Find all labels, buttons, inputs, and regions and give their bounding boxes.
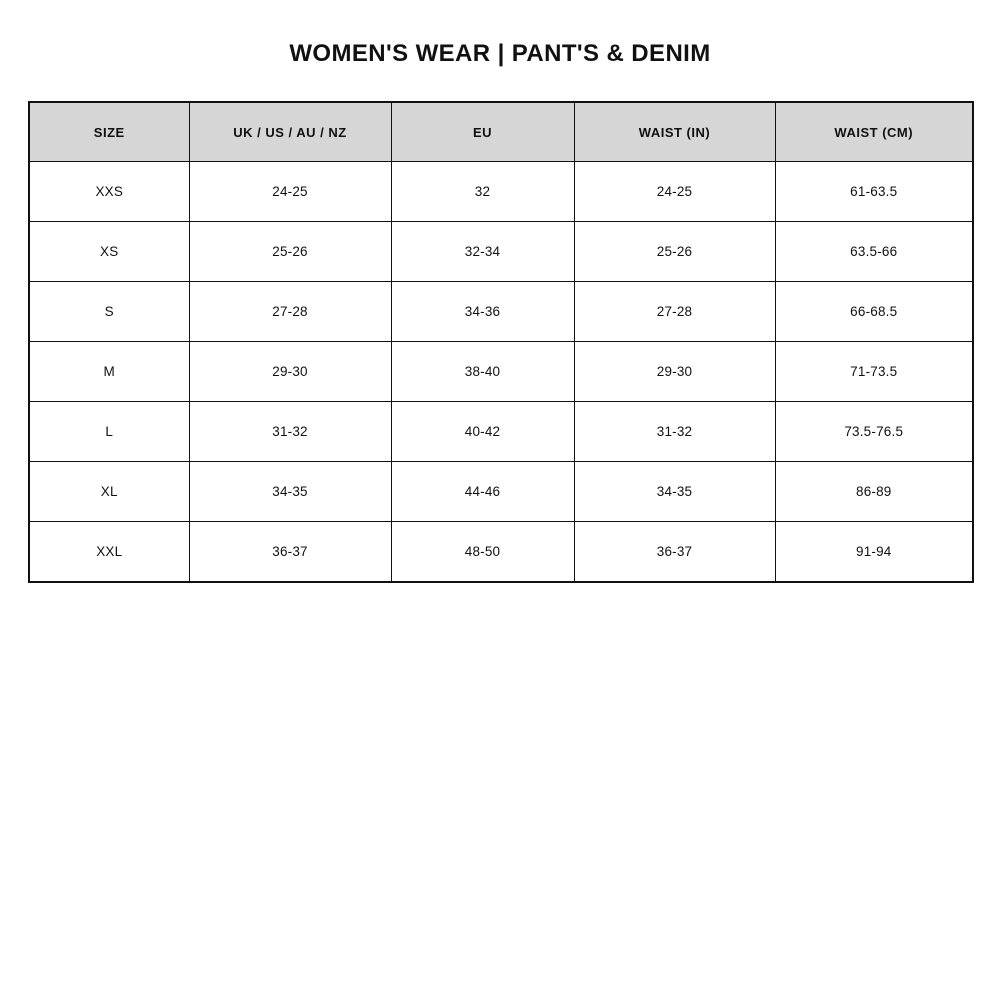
table-row bbox=[29, 162, 973, 222]
column-header-waist-cm: WAIST (CM) bbox=[775, 102, 973, 162]
cell-size: XXL bbox=[29, 522, 189, 583]
cell-waist-cm: 73.5-76.5 bbox=[775, 402, 973, 462]
size-chart-table bbox=[28, 101, 974, 583]
page-title: WOMEN'S WEAR | PANT'S & DENIM bbox=[289, 40, 711, 67]
cell-size: S bbox=[29, 282, 189, 342]
cell-uk-us-au-nz: 31-32 bbox=[189, 402, 391, 462]
table-header bbox=[29, 102, 973, 162]
table-body bbox=[29, 162, 973, 583]
cell-waist-cm: 71-73.5 bbox=[775, 342, 973, 402]
table-row bbox=[29, 462, 973, 522]
cell-eu: 34-36 bbox=[391, 282, 574, 342]
cell-eu: 38-40 bbox=[391, 342, 574, 402]
column-header-uk-us-au-nz: UK / US / AU / NZ bbox=[189, 102, 391, 162]
column-header-size: SIZE bbox=[29, 102, 189, 162]
cell-waist-in: 36-37 bbox=[574, 522, 775, 583]
cell-waist-cm: 86-89 bbox=[775, 462, 973, 522]
size-chart-table-wrapper bbox=[28, 101, 972, 583]
cell-size: L bbox=[29, 402, 189, 462]
cell-waist-in: 25-26 bbox=[574, 222, 775, 282]
cell-eu: 32-34 bbox=[391, 222, 574, 282]
table-row bbox=[29, 522, 973, 583]
cell-waist-cm: 63.5-66 bbox=[775, 222, 973, 282]
cell-size: XXS bbox=[29, 162, 189, 222]
cell-waist-in: 29-30 bbox=[574, 342, 775, 402]
column-header-waist-in: WAIST (IN) bbox=[574, 102, 775, 162]
cell-size: XS bbox=[29, 222, 189, 282]
cell-waist-in: 27-28 bbox=[574, 282, 775, 342]
cell-eu: 48-50 bbox=[391, 522, 574, 583]
cell-uk-us-au-nz: 25-26 bbox=[189, 222, 391, 282]
cell-eu: 32 bbox=[391, 162, 574, 222]
cell-uk-us-au-nz: 24-25 bbox=[189, 162, 391, 222]
table-row bbox=[29, 402, 973, 462]
cell-waist-cm: 61-63.5 bbox=[775, 162, 973, 222]
cell-uk-us-au-nz: 29-30 bbox=[189, 342, 391, 402]
cell-waist-cm: 66-68.5 bbox=[775, 282, 973, 342]
cell-uk-us-au-nz: 36-37 bbox=[189, 522, 391, 583]
table-header-row bbox=[29, 102, 973, 162]
table-row bbox=[29, 282, 973, 342]
cell-waist-in: 31-32 bbox=[574, 402, 775, 462]
cell-eu: 44-46 bbox=[391, 462, 574, 522]
cell-size: M bbox=[29, 342, 189, 402]
table-row bbox=[29, 342, 973, 402]
cell-waist-cm: 91-94 bbox=[775, 522, 973, 583]
cell-uk-us-au-nz: 27-28 bbox=[189, 282, 391, 342]
column-header-eu: EU bbox=[391, 102, 574, 162]
cell-size: XL bbox=[29, 462, 189, 522]
cell-eu: 40-42 bbox=[391, 402, 574, 462]
cell-uk-us-au-nz: 34-35 bbox=[189, 462, 391, 522]
cell-waist-in: 34-35 bbox=[574, 462, 775, 522]
cell-waist-in: 24-25 bbox=[574, 162, 775, 222]
table-row bbox=[29, 222, 973, 282]
